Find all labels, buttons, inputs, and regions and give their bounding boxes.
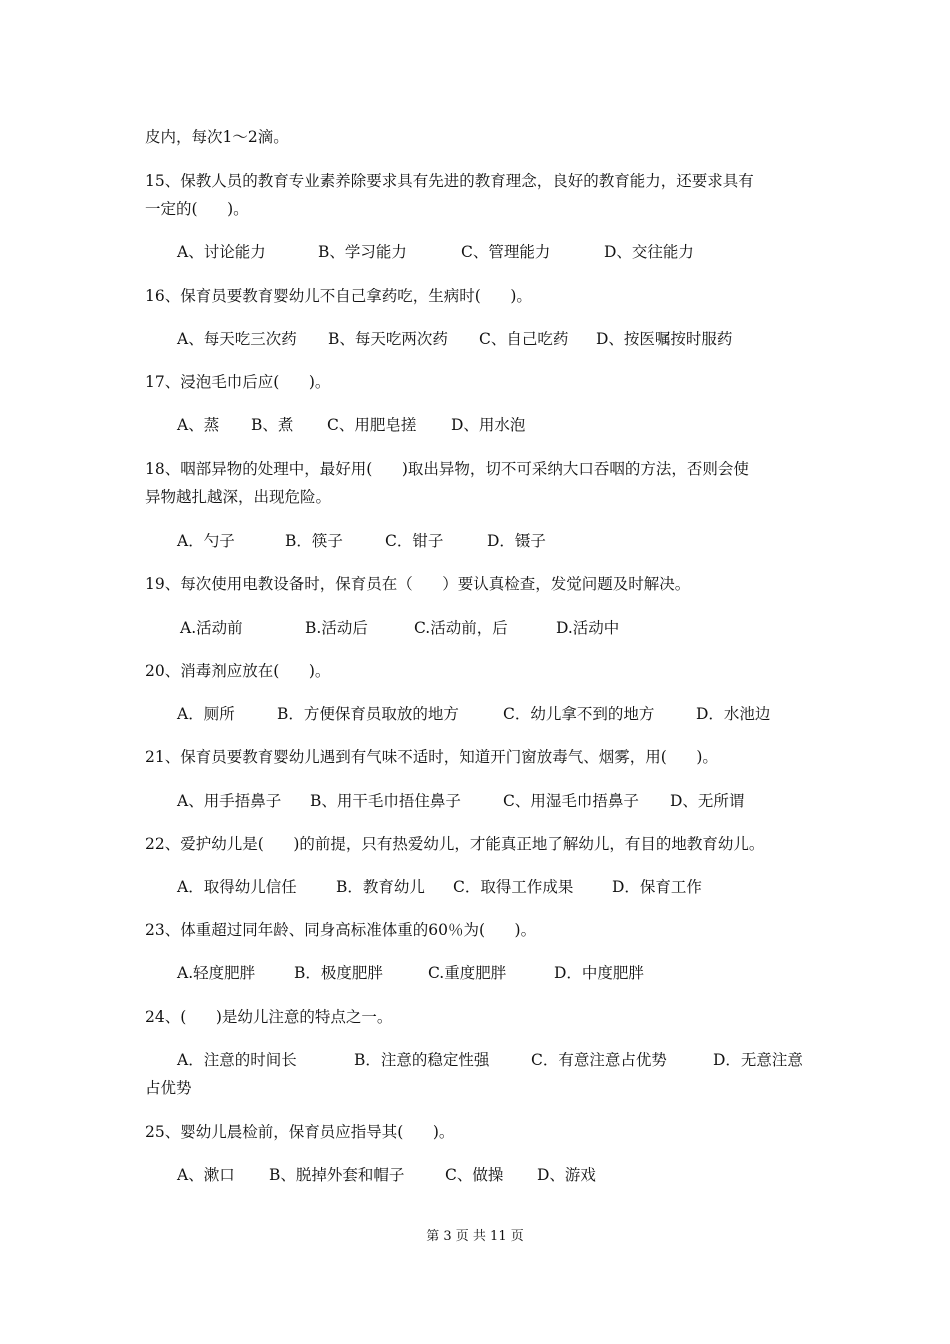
option-22-b: B．教育幼儿: [336, 878, 425, 896]
option-18-a: A．勺子: [177, 532, 235, 550]
option-18-b: B．筷子: [285, 532, 343, 550]
option-15-d: D、交往能力: [604, 243, 694, 261]
option-17-b: B、煮: [251, 416, 294, 434]
question-22: 22、爱护幼儿是( )的前提，只有热爱幼儿，才能真正地了解幼儿，有目的地教育幼儿。: [145, 835, 765, 853]
option-15-b: B、学习能力: [318, 243, 407, 261]
option-24-d: D．无意注意: [713, 1051, 803, 1069]
option-15-a: A、讨论能力: [177, 243, 266, 261]
option-24-c: C．有意注意占优势: [531, 1051, 667, 1069]
option-23-b: B．极度肥胖: [294, 964, 383, 982]
option-21-b: B、用干毛巾捂住鼻子: [310, 792, 461, 810]
question-18: 18、咽部异物的处理中，最好用( )取出异物，切不可采纳大口吞咽的方法，否则会使: [145, 460, 749, 478]
option-16-b: B、每天吃两次药: [328, 330, 448, 348]
option-19-a: A.活动前: [180, 619, 243, 637]
question-16: 16、保育员要教育婴幼儿不自己拿药吃，生病时( )。: [145, 287, 532, 305]
option-25-b: B、脱掉外套和帽子: [269, 1166, 405, 1184]
option-15-c: C、管理能力: [461, 243, 551, 261]
question-19: 19、每次使用电教设备时，保育员在（ ）要认真检查，发觉问题及时解决。: [145, 575, 691, 593]
option-16-c: C、自己吃药: [479, 330, 569, 348]
option-25-a: A、漱口: [177, 1166, 235, 1184]
question-17: 17、浸泡毛巾后应( )。: [145, 373, 331, 391]
option-24-d-cont: 占优势: [145, 1079, 192, 1097]
option-22-c: C．取得工作成果: [453, 878, 574, 896]
question-23: 23、体重超过同年龄、同身高标准体重的60％为( )。: [145, 921, 537, 939]
option-20-b: B．方便保育员取放的地方: [277, 705, 459, 723]
option-25-c: C、做操: [445, 1166, 504, 1184]
option-23-c: C.重度肥胖: [428, 964, 507, 982]
option-24-b: B．注意的稳定性强: [354, 1051, 490, 1069]
option-19-d: D.活动中: [556, 619, 620, 637]
option-22-a: A．取得幼儿信任: [177, 878, 297, 896]
question-18-cont: 异物越扎越深，出现危险。: [145, 488, 332, 506]
option-17-d: D、用水泡: [451, 416, 526, 434]
option-19-c: C.活动前，后: [414, 619, 508, 637]
page-footer: 第 3 页 共 11 页: [426, 1229, 524, 1244]
option-17-c: C、用肥皂搓: [327, 416, 417, 434]
option-22-d: D．保育工作: [612, 878, 702, 896]
option-24-a: A．注意的时间长: [177, 1051, 297, 1069]
option-21-d: D、无所谓: [670, 792, 745, 810]
question-21: 21、保育员要教育婴幼儿遇到有气味不适时，知道开门窗放毒气、烟雾，用( )。: [145, 748, 718, 766]
option-25-d: D、游戏: [537, 1166, 596, 1184]
question-15-cont: 一定的( )。: [145, 200, 249, 218]
text-line: 皮内，每次1～2滴。: [145, 128, 289, 146]
option-23-d: D．中度肥胖: [554, 964, 644, 982]
option-20-c: C．幼儿拿不到的地方: [503, 705, 655, 723]
option-16-a: A、每天吃三次药: [177, 330, 297, 348]
option-17-a: A、蒸: [177, 416, 220, 434]
option-20-d: D．水池边: [696, 705, 771, 723]
option-18-d: D．镊子: [487, 532, 546, 550]
question-20: 20、消毒剂应放在( )。: [145, 662, 331, 680]
question-25: 25、婴幼儿晨检前，保育员应指导其( )。: [145, 1123, 455, 1141]
option-21-a: A、用手捂鼻子: [177, 792, 282, 810]
option-20-a: A．厕所: [177, 705, 235, 723]
option-21-c: C、用湿毛巾捂鼻子: [503, 792, 639, 810]
question-15: 15、保教人员的教育专业素养除要求具有先进的教育理念，良好的教育能力，还要求具有: [145, 172, 754, 190]
option-16-d: D、按医嘱按时服药: [596, 330, 733, 348]
question-24: 24、( )是幼儿注意的特点之一。: [145, 1008, 393, 1026]
option-19-b: B.活动后: [305, 619, 368, 637]
option-18-c: C．钳子: [385, 532, 444, 550]
option-23-a: A.轻度肥胖: [177, 964, 256, 982]
